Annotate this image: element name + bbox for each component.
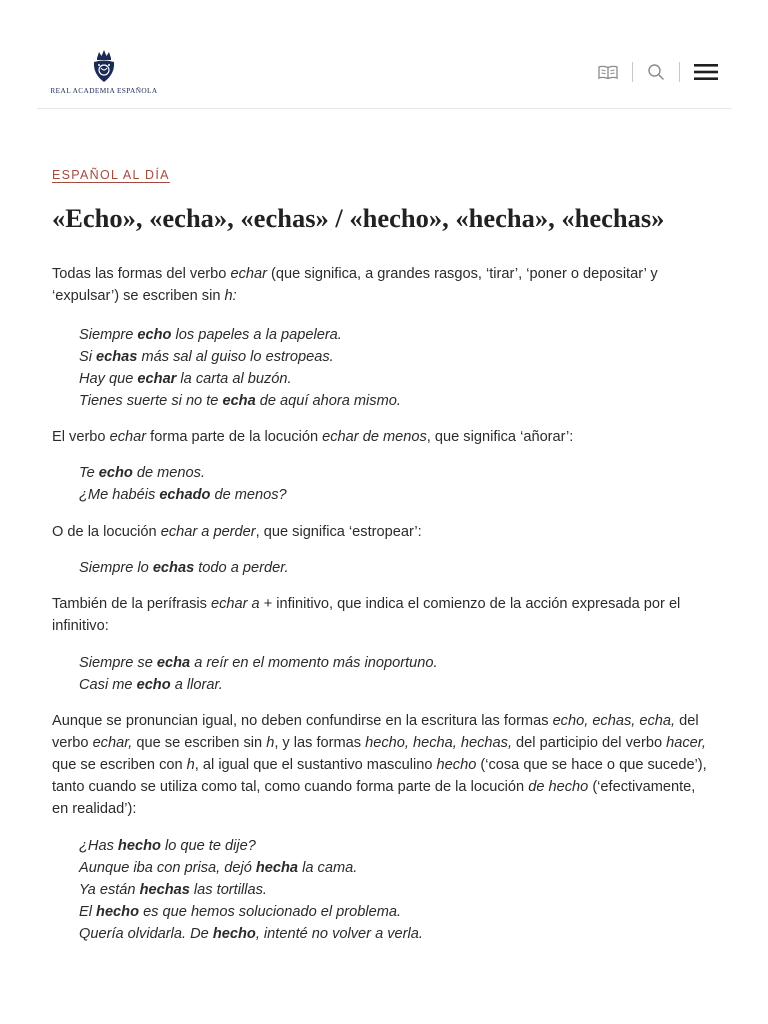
header-divider [679, 62, 680, 82]
example-line: Siempre echo los papeles a la papelera. [79, 327, 342, 343]
example-line: Ya están hechas las tortillas. [79, 882, 267, 898]
example-line: Aunque iba con prisa, dejó hecha la cama. [79, 860, 358, 876]
header-tools [598, 58, 718, 86]
example-line: ¿Me habéis echado de menos? [79, 487, 287, 503]
section-kicker-link[interactable]: ESPAÑOL AL DÍA [52, 168, 170, 182]
dictionary-book-icon[interactable] [598, 64, 618, 80]
examples-3 [52, 557, 712, 579]
search-icon[interactable] [647, 63, 665, 81]
site-header [37, 0, 732, 109]
examples-1 [52, 324, 712, 412]
example-line: Te echo de menos. [79, 465, 206, 481]
article [52, 166, 712, 945]
article-title: «Echo», «echa», «echas» / «hecho», «hecha», «hechas» [52, 203, 665, 233]
logo-text: REAL ACADEMIA ESPAÑOLA [50, 86, 158, 95]
paragraph-4: También de la perífrasis echar a + infinitivo, que indica el comienzo de la acción expresada por el infinitivo: [52, 596, 681, 634]
header-divider [632, 62, 633, 82]
hamburger-menu-icon[interactable] [694, 63, 718, 81]
paragraph-3: O de la locución echar a perder, que significa ‘estropear’: [52, 524, 422, 540]
example-line: El hecho es que hemos solucionado el problema. [79, 904, 402, 920]
example-line: Hay que echar la carta al buzón. [79, 371, 292, 387]
example-line: Siempre lo echas todo a perder. [79, 560, 289, 576]
examples-2 [52, 462, 712, 506]
examples-5 [52, 835, 712, 945]
paragraph-1: Todas las formas del verbo echar (que significa, a grandes rasgos, ‘tirar’, ‘poner o depositar’ y ‘expulsar’) se escriben sin h: [52, 266, 658, 304]
examples-4 [52, 652, 712, 696]
example-line: Quería olvidarla. De hecho, intenté no volver a verla. [79, 926, 423, 942]
paragraph-2: El verbo echar forma parte de la locución echar de menos, que significa ‘añorar’: [52, 429, 574, 445]
example-line: ¿Has hecho lo que te dije? [79, 838, 256, 854]
example-line: Si echas más sal al guiso lo estropeas. [79, 349, 334, 365]
paragraph-5: Aunque se pronuncian igual, no deben confundirse en la escritura las formas echo, echas, echa, del verbo echar, que se escriben sin h, y las formas hecho, hecha, hechas, del participio del verbo hacer, que se escriben con h, al igual que el sustantivo masculino hecho (‘cosa que se hace o que sucede’), tanto cuando se utiliza como tal, como cuando forma parte de la locución de hecho (‘efectivamente, en realidad’): [52, 713, 707, 817]
example-line: Casi me echo a llorar. [79, 677, 223, 693]
rae-logo[interactable] [45, 48, 163, 98]
rae-crest-icon [90, 48, 118, 84]
example-line: Tienes suerte si no te echa de aquí ahora mismo. [79, 393, 401, 409]
example-line: Siempre se echa a reír en el momento más inoportuno. [79, 655, 438, 671]
